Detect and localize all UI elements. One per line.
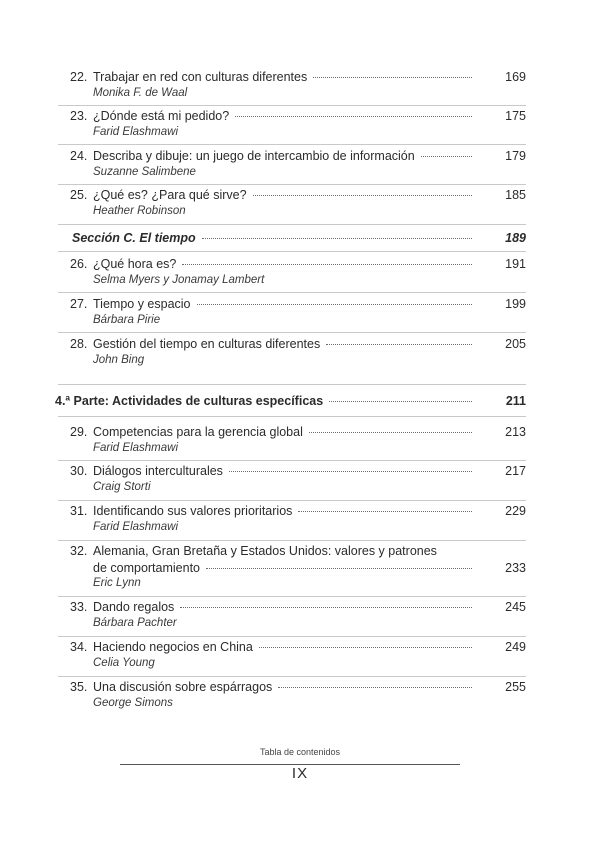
leader-dots [278, 687, 472, 688]
divider [58, 636, 526, 637]
entry-number: 34. [70, 640, 88, 654]
entry-number: 29. [70, 425, 88, 439]
entry-page: 179 [505, 149, 526, 163]
entry-title: ¿Qué es? ¿Para qué sirve? [93, 188, 247, 202]
entry-title: Dando regalos [93, 600, 175, 614]
leader-dots [313, 77, 472, 78]
divider [58, 460, 526, 461]
entry-number: 32. [70, 544, 88, 558]
leader-dots [182, 264, 472, 265]
entry-page: 229 [505, 504, 526, 518]
divider [58, 144, 526, 145]
entry-title-line1: Alemania, Gran Bretaña y Estados Unidos: valores y patrones [93, 544, 437, 558]
entry-author: Bárbara Pirie [93, 314, 161, 326]
entry-number: 30. [70, 464, 88, 478]
entry-author: Farid Elashmawi [93, 126, 178, 138]
entry-title: Gestión del tiempo en culturas diferentes [93, 337, 321, 351]
leader-dots [180, 607, 472, 608]
divider [58, 332, 526, 333]
leader-dots [298, 511, 472, 512]
divider [58, 500, 526, 501]
leader-dots [253, 195, 472, 196]
entry-number: 33. [70, 600, 88, 614]
entry-author: George Simons [93, 697, 173, 709]
page-number: IX [291, 765, 309, 782]
entry-author: Heather Robinson [93, 205, 186, 217]
running-footer-title: Tabla de contenidos [259, 747, 341, 757]
entry-number: 28. [70, 337, 88, 351]
entry-title-line2: de comportamiento [93, 561, 201, 575]
divider [58, 292, 526, 293]
entry-author: Suzanne Salimbene [93, 166, 196, 178]
part-page: 211 [505, 394, 526, 408]
entry-page: 233 [505, 561, 526, 575]
entry-author: Selma Myers y Jonamay Lambert [93, 274, 265, 286]
entry-page: 255 [505, 680, 526, 694]
entry-page: 245 [505, 600, 526, 614]
leader-dots [235, 116, 472, 117]
divider [58, 416, 526, 417]
entry-title: Trabajar en red con culturas diferentes [93, 70, 308, 84]
entry-page: 175 [505, 109, 526, 123]
entry-page: 217 [505, 464, 526, 478]
entry-author: Bárbara Pachter [93, 617, 177, 629]
entry-title: Competencias para la gerencia global [93, 425, 303, 439]
leader-dots [329, 401, 472, 402]
leader-dots [309, 432, 472, 433]
entry-page: 169 [505, 70, 526, 84]
section-page: 189 [505, 231, 526, 245]
section-title: Sección C. El tiempo [72, 231, 196, 245]
entry-author: Celia Young [93, 657, 155, 669]
divider [58, 384, 526, 385]
entry-author: Eric Lynn [93, 577, 141, 589]
entry-author: Craig Storti [93, 481, 151, 493]
entry-title: Diálogos interculturales [93, 464, 223, 478]
divider [58, 251, 526, 252]
entry-title: ¿Qué hora es? [93, 257, 177, 271]
entry-number: 27. [70, 297, 88, 311]
divider [58, 184, 526, 185]
leader-dots [421, 156, 472, 157]
entry-author: Monika F. de Waal [93, 87, 188, 99]
leader-dots [206, 568, 472, 569]
leader-dots [197, 304, 473, 305]
entry-title: Haciendo negocios en China [93, 640, 253, 654]
entry-author: Farid Elashmawi [93, 442, 178, 454]
entry-title: Identificando sus valores prioritarios [93, 504, 293, 518]
entry-number: 35. [70, 680, 88, 694]
leader-dots [229, 471, 472, 472]
entry-page: 205 [505, 337, 526, 351]
leader-dots [259, 647, 472, 648]
leader-dots [202, 238, 472, 239]
entry-page: 249 [505, 640, 526, 654]
divider [58, 540, 526, 541]
entry-number: 25. [70, 188, 88, 202]
divider [58, 596, 526, 597]
entry-number: 22. [70, 70, 88, 84]
entry-number: 31. [70, 504, 88, 518]
entry-title: Una discusión sobre espárragos [93, 680, 273, 694]
entry-number: 26. [70, 257, 88, 271]
entry-number: 24. [70, 149, 88, 163]
entry-page: 199 [505, 297, 526, 311]
entry-number: 23. [70, 109, 88, 123]
entry-title: Describa y dibuje: un juego de intercambio de información [93, 149, 415, 163]
entry-title: Tiempo y espacio [93, 297, 191, 311]
part-title: 4.ª Parte: Actividades de culturas específicas [55, 394, 324, 408]
entry-page: 185 [505, 188, 526, 202]
entry-author: John Bing [93, 354, 145, 366]
entry-author: Farid Elashmawi [93, 521, 178, 533]
entry-page: 213 [505, 425, 526, 439]
entry-page: 191 [505, 257, 526, 271]
divider [58, 676, 526, 677]
divider [58, 224, 526, 225]
entry-title: ¿Dónde está mi pedido? [93, 109, 230, 123]
divider [58, 105, 526, 106]
leader-dots [326, 344, 472, 345]
